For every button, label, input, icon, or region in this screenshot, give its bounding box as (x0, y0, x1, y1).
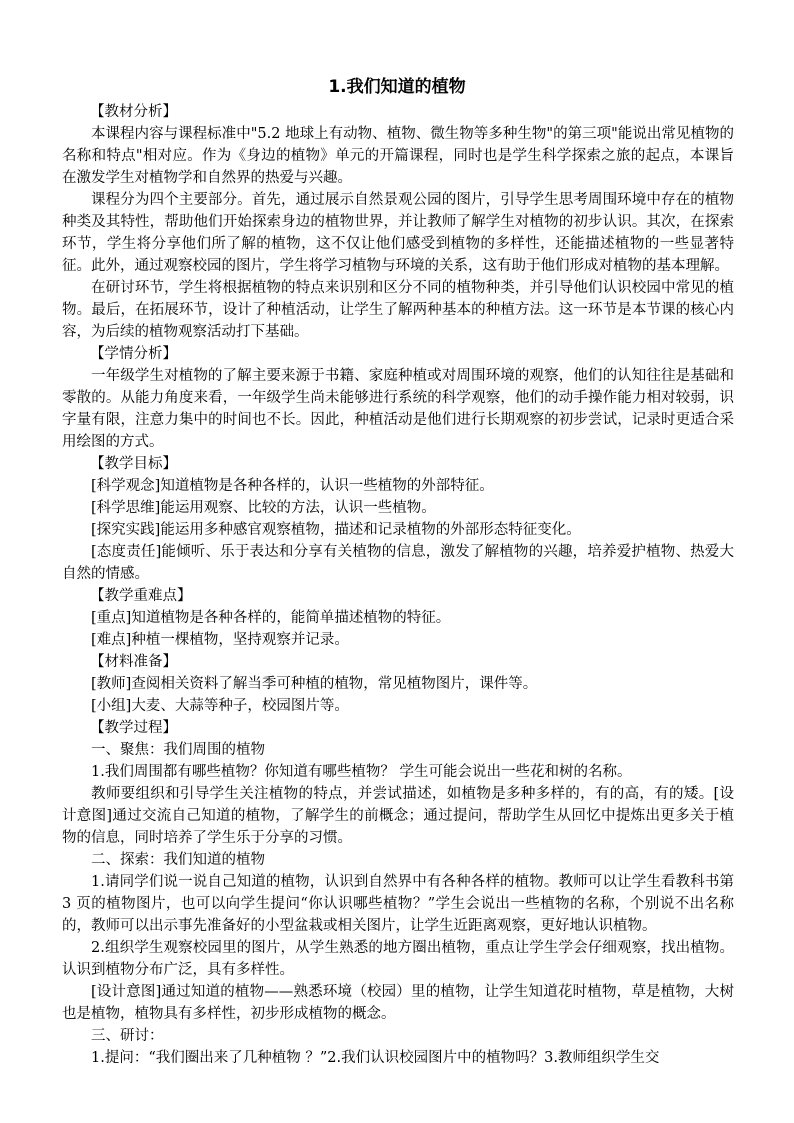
paragraph: [设计意图]通过知道的植物——熟悉环境（校园）里的植物，让学生知道花时植物，草是植物，大树也是植物，植物具有多样性，初步形成植物的概念。 (62, 984, 734, 1022)
section-heading-teaching-goals: 【教学目标】 (90, 456, 177, 472)
goal-item: [探究实践]能运用多种感官观察植物，描述和记录植物的外部形态特征变化。 (91, 522, 581, 538)
section-heading-teaching-process: 【教学过程】 (90, 720, 177, 736)
paragraph: 1.请同学们说一说自己知道的植物，认识到自然界中有各种各样的植物。教师可以让学生看教科书第 3 页的植物图片，也可以向学生提问“你认识哪些植物？”学生会说出一些植物的名称，个别说不出名称的，教师可以出示事先准备好的小型盆栽或相关图片，让学生近距离观察，更好地认识植物。 (62, 874, 734, 934)
material-item: [小组]大麦、大蒜等种子，校园图片等。 (91, 698, 349, 714)
paragraph: 课程分为四个主要部分。首先，通过展示自然景观公园的图片，引导学生思考周围环境中存在的植物种类及其特性，帮助他们开始探索身边的植物世界，并让教师了解学生对植物的初步认识。其次，在探索环节，学生将分享他们所了解的植物，这不仅让他们感受到植物的多样性，还能描述植物的一些显著特征。此外，通过观察校园的图片，学生将学习植物与环境的关系，这有助于他们形成对植物的基本理解。 (62, 192, 734, 274)
paragraph: 教师要组织和引导学生关注植物的特点，并尝试描述，如植物是多种多样的，有的高，有的矮。[设计意图]通过交流自己知道的植物，了解学生的前概念；通过提问，帮助学生从回忆中提炼出更多关于植物的信息，同时培养了学生乐于分享的习惯。 (62, 786, 734, 846)
goal-item: [科学思维]能运用观察、比较的方法，认识一些植物。 (91, 500, 436, 516)
material-item: [教师]查阅相关资料了解当季可种植的植物，常见植物图片，课件等。 (91, 676, 538, 692)
key-point-item: [重点]知道植物是各种各样的，能简单描述植物的特征。 (91, 610, 451, 626)
paragraph: 1.我们周围都有哪些植物？你知道有哪些植物？ 学生可能会说出一些花和树的名称。 (91, 764, 632, 780)
goal-item: [科学观念]知道植物是各种各样的，认识一些植物的外部特征。 (91, 478, 494, 494)
difficulty-item: [难点]种植一棵植物，坚持观察并记录。 (91, 632, 349, 648)
section-heading-key-difficulties: 【教学重难点】 (90, 588, 192, 604)
subheading: 二、探索：我们知道的植物 (91, 852, 265, 868)
document-body (62, 101, 734, 1069)
section-heading-materials: 【材料准备】 (90, 654, 177, 670)
goal-item: [态度责任]能倾听、乐于表达和分享有关植物的信息，激发了解植物的兴趣，培养爱护植物、热爱大自然的情感。 (62, 544, 734, 582)
paragraph: 2.组织学生观察校园里的图片，从学生熟悉的地方圈出植物，重点让学生学会仔细观察，找出植物。认识到植物分布广泛，具有多样性。 (62, 940, 734, 978)
paragraph: 1.提问：“我们圈出来了几种植物 ？”2.我们认识校园图片中的植物吗？3.教师组织学生交 (91, 1050, 660, 1066)
page-title: 1.我们知道的植物 (328, 77, 466, 97)
paragraph: 在研讨环节，学生将根据植物的特点来识别和区分不同的植物种类，并引导他们认识校园中常见的植物。最后，在拓展环节，设计了种植活动，让学生了解两种基本的种植方法。这一环节是本节课的核心内容，为后续的植物观察活动打下基础。 (62, 280, 734, 340)
section-heading-textbook-analysis: 【教材分析】 (90, 104, 177, 120)
paragraph: 本课程内容与课程标准中"5.2 地球上有动物、植物、微生物等多种生物"的第三项"能说出常见植物的名称和特点"相对应。作为《身边的植物》单元的开篇课程，同时也是学生科学探索之旅的起点，本课旨在激发学生对植物学和自然界的热爱与兴趣。 (62, 126, 734, 186)
subheading: 一、聚焦：我们周围的植物 (91, 742, 265, 758)
subheading: 三、研讨： (91, 1028, 164, 1044)
paragraph: 一年级学生对植物的了解主要来源于书籍、家庭种植或对周围环境的观察，他们的认知往往是基础和零散的。从能力角度来看，一年级学生尚未能够进行系统的科学观察，他们的动手操作能力相对较弱，识字量有限，注意力集中的时间也不长。因此，种植活动是他们进行长期观察的初步尝试，记录时更适合采用绘图的方式。 (62, 368, 734, 450)
section-heading-student-analysis: 【学情分析】 (90, 346, 177, 362)
